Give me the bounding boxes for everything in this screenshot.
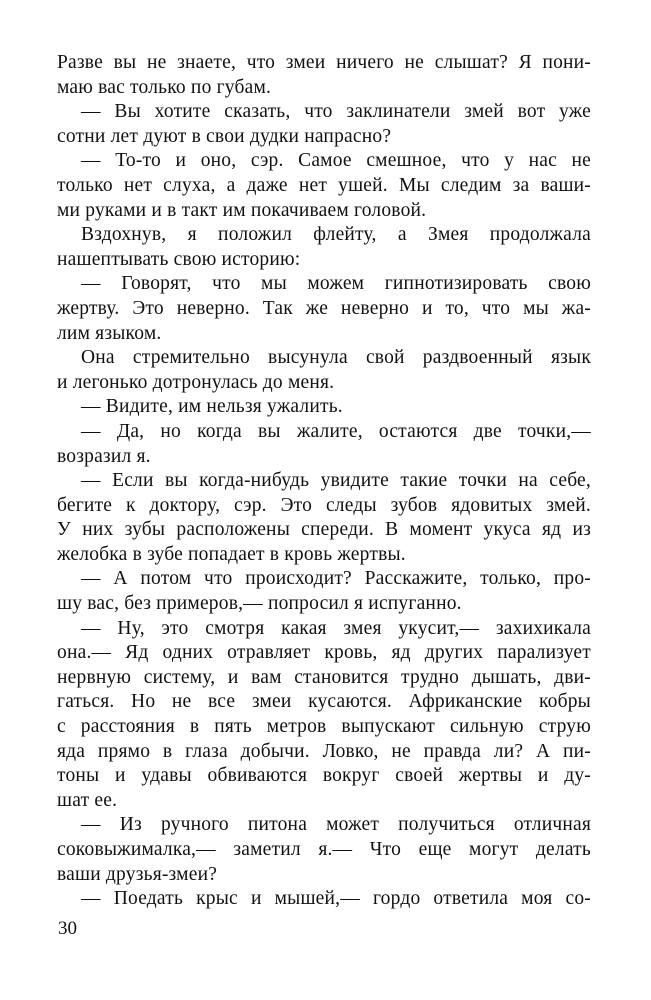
text-line: — То-то и оно, сэр. Самое смешное, что у нас не [81, 150, 591, 172]
text-line: желобка в зубе попадает в кровь жертвы. [57, 543, 406, 565]
text-line: яда прямо в глаза добычи. Ловко, не правда ли? А пи- [57, 740, 591, 762]
text-line: сотни лет дуют в свои дудки напрасно? [57, 125, 392, 147]
text-line: гаться. Но не все змеи кусаются. Африканские кобры [57, 691, 591, 713]
text-line: жертву. Это неверно. Так же неверно и то, что мы жа- [57, 297, 591, 319]
text-line: возразил я. [57, 445, 151, 467]
text-line: нашептывать свою историю: [57, 248, 301, 270]
text-line: маю вас только по губам. [57, 76, 272, 98]
text-line: — А потом что происходит? Расскажите, только, про- [81, 568, 591, 590]
text-line: с расстояния в пять метров выпускают сильную струю [57, 716, 591, 738]
text-line: и легонько дотронулась до меня. [57, 371, 335, 393]
text-line: шат ее. [57, 789, 118, 811]
text-line: ваши друзья-змеи? [57, 863, 218, 885]
text-line: — Если вы когда-нибудь увидите такие точки на себе, [81, 470, 591, 492]
text-line: бегите к доктору, сэр. Это следы зубов ядовитых змей. [57, 494, 591, 516]
text-line: — Ну, это смотря какая змея укусит,— захихикала [81, 617, 591, 639]
text-line: Она стремительно высунула свой раздвоенный язык [81, 347, 591, 369]
text-line: тоны и удавы обвиваются вокруг своей жертвы и ду- [57, 765, 591, 787]
text-line: — Да, но когда вы жалите, остаются две точки,— [81, 420, 591, 442]
book-page-text [57, 51, 591, 912]
text-line: она.— Яд одних отравляет кровь, яд других парализует [57, 642, 591, 664]
text-line: У них зубы расположены спереди. В момент укуса яд из [57, 519, 591, 541]
text-line: — Вы хотите сказать, что заклинатели змей вот уже [81, 101, 591, 123]
text-line: — Видите, им нельзя ужалить. [81, 396, 343, 418]
text-line: лим языком. [57, 322, 162, 344]
text-line: ми руками и в такт им покачиваем головой. [57, 199, 427, 221]
text-line: нервную систему, и вам становится трудно дышать, дви- [57, 666, 591, 688]
text-line: соковыжималка,— заметил я.— Что еще могут делать [57, 839, 591, 860]
text-line: только нет слуха, а даже нет ушей. Мы следим за ваши- [57, 174, 591, 196]
text-line: Разве вы не знаете, что змеи ничего не слышат? Я пони- [57, 52, 591, 73]
text-line: Вздохнув, я положил флейту, а Змея продолжала [81, 224, 591, 246]
text-line: — Из ручного питона может получиться отличная [81, 814, 591, 836]
text-line: — Поедать крыс и мышей,— гордо ответила моя со- [81, 888, 591, 910]
text-line: шу вас, без примеров,— попросил я испуганно. [57, 593, 462, 615]
page-number: 30 [58, 918, 77, 939]
text-line: — Говорят, что мы можем гипнотизировать свою [81, 273, 591, 295]
